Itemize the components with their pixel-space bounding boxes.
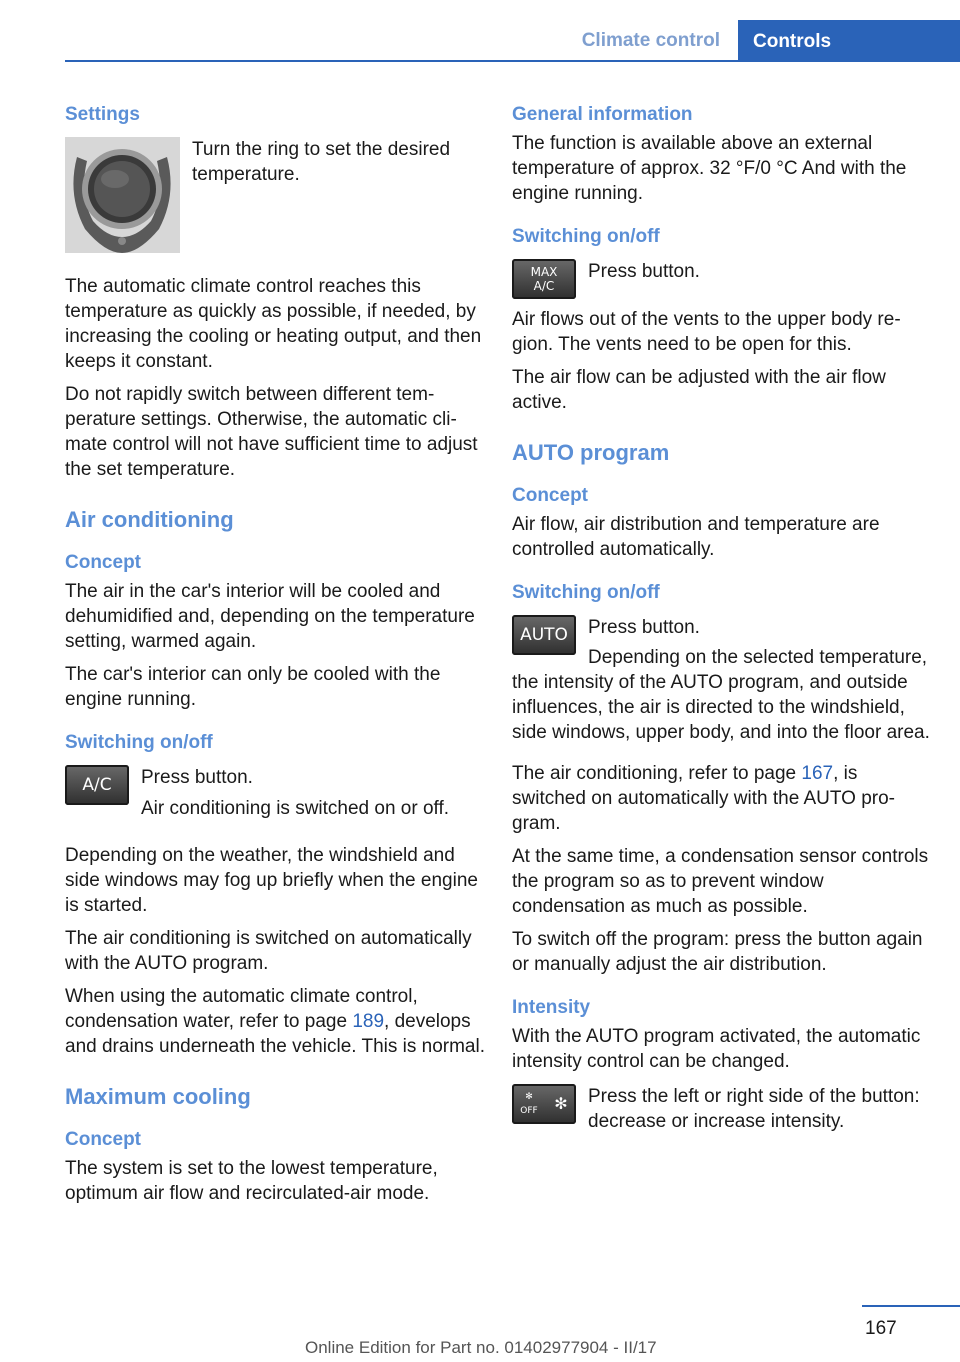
- paragraph: Air conditioning is switched on or off.: [141, 798, 450, 819]
- paragraph: Press button.: [588, 617, 700, 638]
- paragraph: The air flow can be adjusted with the air flow active.: [512, 367, 886, 413]
- max-ac-button-icon: MAX A/C: [512, 259, 576, 299]
- paragraph: Press the left or right side of the button: decrease or increase intensity.: [588, 1086, 920, 1132]
- paragraph: The car's interior can only be cooled with the engine running.: [65, 664, 441, 710]
- paragraph: The system is set to the lowest temperature, optimum air flow and recirculated-air mode.: [65, 1158, 438, 1204]
- switching-heading: Switching on/off: [512, 226, 660, 247]
- tab-controls: Controls: [738, 20, 960, 62]
- auto-button-icon: AUTO: [512, 615, 576, 655]
- page-link-167[interactable]: 167: [801, 763, 834, 784]
- paragraph: Press button.: [141, 767, 253, 788]
- paragraph: The function is available above an external temperature of approx. 32 °F/0 °C And with the engine running.: [512, 133, 907, 204]
- paragraph: Air flows out of the vents to the upper body region. The vents need to be open for this.: [512, 309, 901, 355]
- maximum-cooling-heading: Maximum cooling: [65, 1084, 251, 1109]
- ac-button-icon: A/C: [65, 765, 129, 805]
- auto-program-heading: AUTO program: [512, 440, 670, 465]
- paragraph: Press button.: [588, 261, 700, 282]
- temperature-knob-image: [65, 137, 180, 258]
- fan-small-icon: ✻: [525, 1092, 533, 1102]
- intensity-button-icon: ✻ OFF ✻: [512, 1084, 576, 1124]
- concept-heading: Concept: [65, 1129, 141, 1150]
- section-title: Climate control: [581, 30, 720, 51]
- edition-footer: Online Edition for Part no. 01402977904 - II/17: [305, 1338, 657, 1357]
- concept-heading: Concept: [65, 552, 141, 573]
- concept-heading: Concept: [512, 485, 588, 506]
- air-conditioning-heading: Air conditioning: [65, 507, 234, 532]
- paragraph: The air conditioning is switched on automatically with the AUTO program.: [65, 928, 472, 974]
- left-column: [65, 102, 485, 1214]
- settings-text: Turn the ring to set the desired temperature.: [192, 139, 451, 185]
- paragraph: Do not rapidly switch between different temperature settings. Otherwise, the automatic climate control will not have sufficient time to adjust the set temperature.: [65, 384, 478, 480]
- switching-heading: Switching on/off: [65, 732, 213, 753]
- switching-heading: Switching on/off: [512, 582, 660, 603]
- paragraph: Depending on the weather, the windshield and side windows may fog up briefly when the engine is started.: [65, 845, 478, 916]
- paragraph: With the AUTO program activated, the automatic intensity control can be changed.: [512, 1026, 921, 1072]
- settings-heading: Settings: [65, 104, 140, 125]
- header-rule: [65, 60, 960, 62]
- footer-rule: [862, 1305, 960, 1307]
- paragraph: To switch off the program: press the button again or manually adjust the air distribution.: [512, 929, 923, 975]
- intensity-heading: Intensity: [512, 997, 591, 1018]
- paragraph: Depending on the selected temperature, the intensity of the AUTO program, and outside influences, the air is directed to the windshield, side windows, upper body, and into the floor area.: [512, 647, 930, 743]
- paragraph: The air in the car's interior will be cooled and dehumidified and, depending on the temperature setting, warmed again.: [65, 581, 475, 652]
- page-number: 167: [865, 1318, 897, 1339]
- general-information-heading: General information: [512, 104, 693, 125]
- fan-large-icon: ✻: [554, 1094, 568, 1113]
- paragraph: At the same time, a condensation sensor controls the program so as to prevent window condensation as much as possible.: [512, 846, 929, 917]
- paragraph: The air conditioning, refer to page 167, is switched on automatically with the AUTO program.: [512, 763, 895, 834]
- paragraph: When using the automatic climate control, condensation water, refer to page 189, develops and drains underneath the vehicle. This is normal.: [65, 986, 486, 1057]
- page-link-189[interactable]: 189: [352, 1011, 385, 1032]
- paragraph: The automatic climate control reaches this temperature as quickly as possible, if needed, by increasing the cooling or heating output, and then keeps it constant.: [65, 276, 482, 372]
- right-column: [512, 102, 932, 1148]
- paragraph: Air flow, air distribution and temperature are controlled automatically.: [512, 514, 880, 560]
